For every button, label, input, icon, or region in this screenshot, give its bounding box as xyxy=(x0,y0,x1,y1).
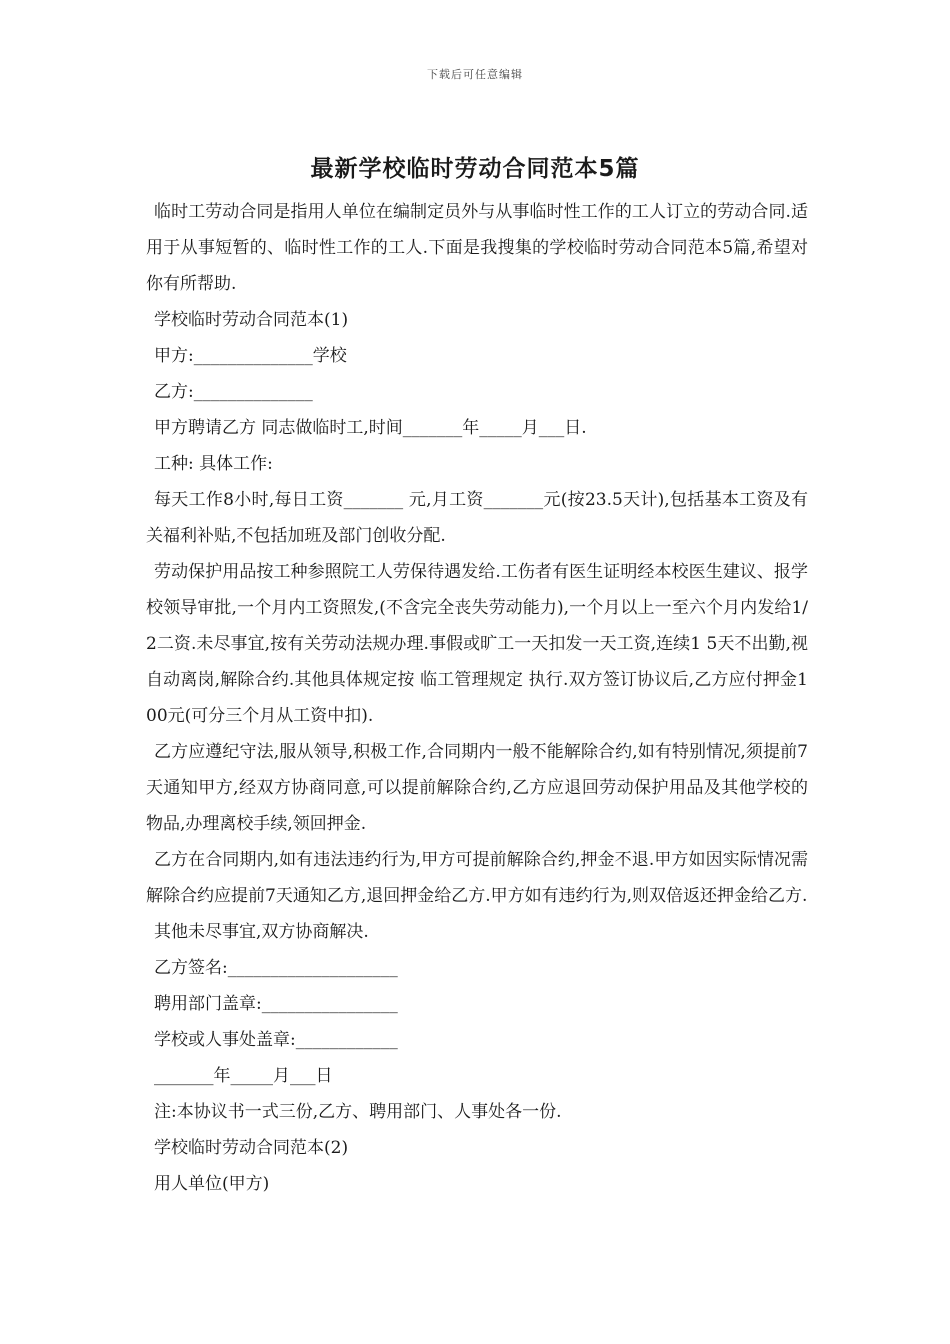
hire-term-line: 甲方聘请乙方 同志做临时工,时间_______年_____月___日. xyxy=(154,418,587,438)
labor-protection-paragraph: 劳动保护用品按工种参照院工人劳保待遇发给.工伤者有医生证明经本校医生建议、报学校领导审批,一个月内工资照发,(不含完全丧失劳动能力),一个月以上一至六个月内发给1/2二资.未尽事宜,按有关劳动法规办理.事假或旷工一天扣发一天工资,连续1 5天不出勤,视自动离岗,解除合约.其他具体规定按 临工管理规定 执行.双方签订协议后,乙方应付押金100元(可分三个月从工资中扣). xyxy=(146,562,808,726)
party-b-line: 乙方:______________ xyxy=(154,382,313,402)
wage-paragraph: 每天工作8小时,每日工资_______ 元,月工资_______元(按23.5天计),包括基本工资及有关福利补贴,不包括加班及部门创收分配. xyxy=(146,490,808,546)
discipline-paragraph: 乙方应遵纪守法,服从领导,积极工作,合同期内一般不能解除合约,如有特别情况,须提前7天通知甲方,经双方协商同意,可以提前解除合约,乙方应退回劳动保护用品及其他学校的物品,办理离校手续,领回押金. xyxy=(146,742,808,834)
document-title: 最新学校临时劳动合同范本5篇 xyxy=(310,156,640,182)
note-line: 注:本协议书一式三份,乙方、聘用部门、人事处各一份. xyxy=(154,1102,562,1122)
document-body xyxy=(146,194,808,1202)
department-seal-line: 聘用部门盖章:________________ xyxy=(154,994,398,1014)
other-matters-line: 其他未尽事宜,双方协商解决. xyxy=(154,922,369,942)
party-a-line: 甲方:______________学校 xyxy=(154,346,347,366)
section-heading-1: 学校临时劳动合同范本(1) xyxy=(154,310,349,330)
date-line: _______年_____月___日 xyxy=(154,1066,333,1086)
school-seal-line: 学校或人事处盖章:____________ xyxy=(154,1030,398,1050)
breach-paragraph: 乙方在合同期内,如有违法违约行为,甲方可提前解除合约,押金不退.甲方如因实际情况需解除合约应提前7天通知乙方,退回押金给乙方.甲方如有违约行为,则双倍返还押金给乙方. xyxy=(146,850,808,906)
header-note: 下载后可任意编辑 xyxy=(427,68,523,81)
party-b-signature-line: 乙方签名:____________________ xyxy=(154,958,398,978)
section-heading-2: 学校临时劳动合同范本(2) xyxy=(154,1138,349,1158)
employer-line: 用人单位(甲方) xyxy=(154,1174,270,1194)
job-type-line: 工种: 具体工作: xyxy=(154,454,273,474)
intro-paragraph: 临时工劳动合同是指用人单位在编制定员外与从事临时性工作的工人订立的劳动合同.适用于从事短暂的、临时性工作的工人.下面是我搜集的学校临时劳动合同范本5篇,希望对你有所帮助. xyxy=(146,202,808,294)
